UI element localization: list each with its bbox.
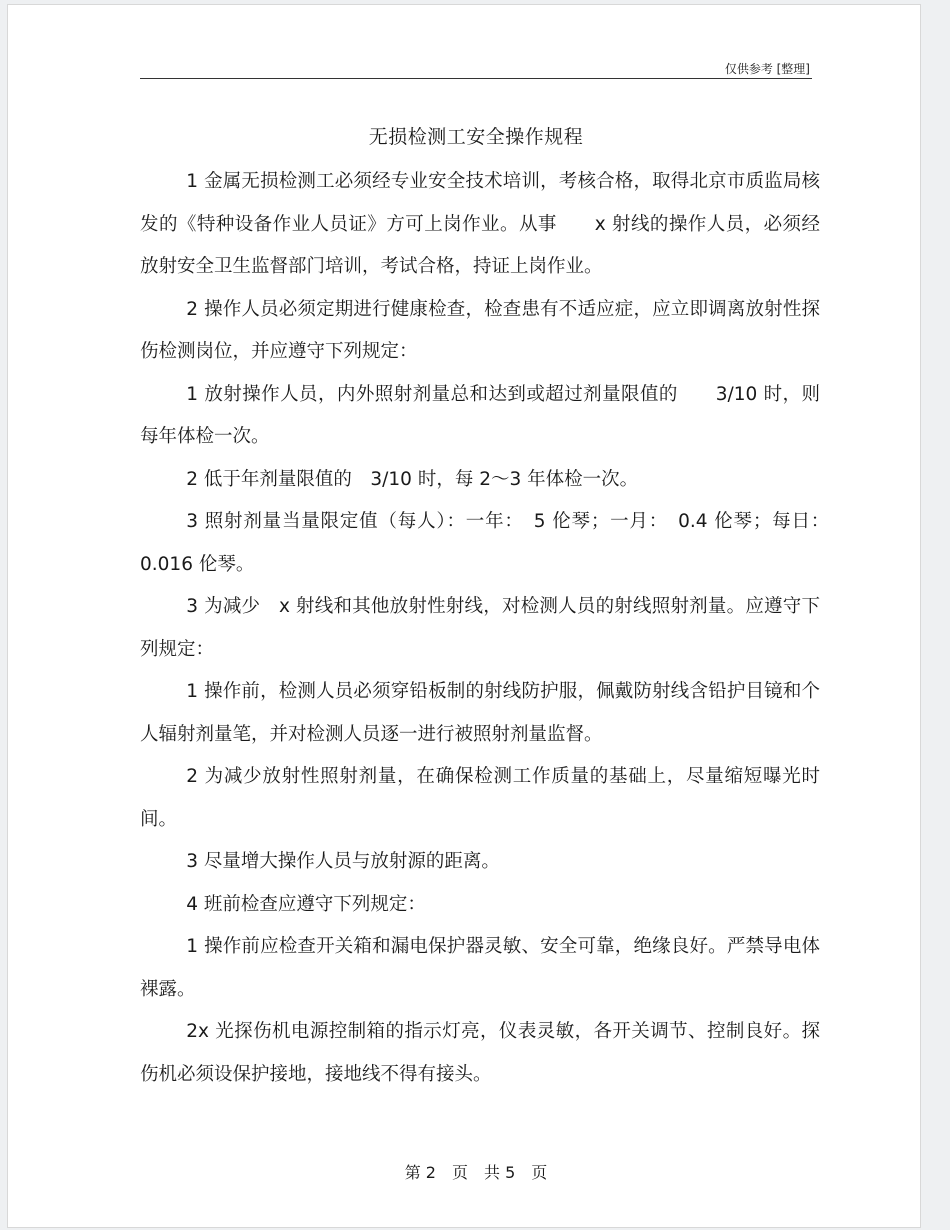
paragraph: 1 放射操作人员，内外照射剂量总和达到或超过剂量限值的 3/10 时，则每年体检一次。 xyxy=(140,383,820,447)
paragraph: 2 为减少放射性照射剂量，在确保检测工作质量的基础上，尽量缩短曝光时间。 xyxy=(140,766,820,830)
document-page xyxy=(7,4,921,1228)
paragraph: 2 低于年剂量限值的 3/10 时，每 2～3 年体检一次。 xyxy=(186,468,639,490)
paragraph: 3 为减少 x 射线和其他放射性射线，对检测人员的射线照射剂量。应遵守下列规定： xyxy=(140,596,820,660)
paragraph: 4 班前检查应遵守下列规定： xyxy=(186,893,426,915)
paragraph: 3 尽量增大操作人员与放射源的距离。 xyxy=(186,851,500,872)
header-note: 仅供参考 [整理] xyxy=(724,62,810,76)
paragraph: 2 操作人员必须定期进行健康检查，检查患有不适应症，应立即调离放射性探伤检测岗位，并应遵守下列规定： xyxy=(140,298,820,362)
paragraph: 1 操作前应检查开关箱和漏电保护器灵敏、安全可靠，绝缘良好。严禁导电体裸露。 xyxy=(140,936,820,1000)
document-body xyxy=(140,161,839,1096)
document-title: 无损检测工安全操作规程 xyxy=(368,126,584,148)
paragraph: 3 照射剂量当量限定值（每人）：一年： 5 伦琴；一月： 0.4 伦琴；每日： 0.016 伦琴。 xyxy=(140,511,839,575)
paragraph: 1 操作前，检测人员必须穿铅板制的射线防护服，佩戴防射线含铅护目镜和个人辐射剂量笔，并对检测人员逐一进行被照射剂量监督。 xyxy=(140,681,820,745)
page-number: 第 2 页 共 5 页 xyxy=(404,1163,548,1182)
paragraph: 1 金属无损检测工必须经专业安全技术培训，考核合格，取得北京市质监局核发的《特种设备作业人员证》方可上岗作业。从事 x 射线的操作人员，必须经放射安全卫生监督部门培训，考试合格，持证上岗作业。 xyxy=(140,171,820,277)
paragraph: 2x 光探伤机电源控制箱的指示灯亮，仪表灵敏，各开关调节、控制良好。探伤机必须设保护接地，接地线不得有接头。 xyxy=(140,1021,820,1085)
header-rule xyxy=(140,78,812,79)
